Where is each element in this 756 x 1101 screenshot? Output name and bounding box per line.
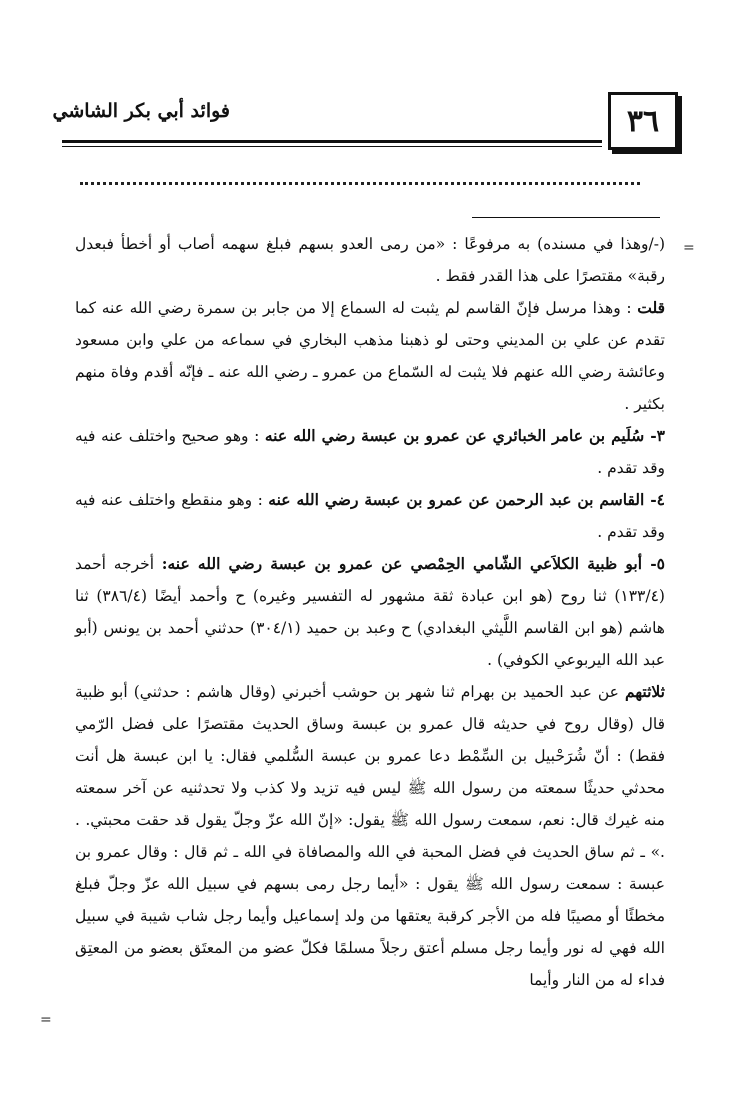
paragraph-item-5 — [75, 548, 665, 676]
margin-mark-top: = — [683, 240, 695, 256]
body-text — [75, 228, 665, 996]
paragraph-text: : وهو صحيح واختلف عنه فيه وقد تقدم . — [75, 427, 665, 477]
header-rule — [62, 140, 602, 143]
paragraph-lead: ثلاثتهم — [624, 682, 665, 701]
paragraph-item-4 — [75, 484, 665, 548]
page-number: ٣٦ — [608, 92, 678, 150]
running-header-title: فوائد أبي بكر الشاشي — [52, 100, 230, 122]
dotted-separator — [80, 182, 640, 185]
paragraph-text: : وهذا مرسل فإنّ القاسم لم يثبت له السماع إلا من جابر بن سمرة رضي الله عنه كما تقدم عن علي بن المديني وحتى لو ذهبنا مذهب البخاري في سماعه من علي وابن مسعود وعائشة رضي الله عنهم فلا يثبت له السّماع من عمرو ـ رضي الله عنه ـ فإنّه أقدم وفاة منهم بكثير . — [75, 299, 665, 413]
paragraph-text: : وهو منقطع واختلف عنه فيه وقد تقدم . — [75, 491, 665, 541]
paragraph-hadith — [75, 676, 665, 996]
paragraph-text: (-/وهذا في مسنده) به مرفوعًا : «من رمى العدو بسهم فبلغ سهمه أصاب أو أخطأ فبعدل رقبة» مقتصرًا على هذا القدر فقط . — [75, 235, 665, 285]
margin-mark-bottom: = — [40, 1012, 52, 1028]
header-rule-thin — [62, 146, 602, 147]
paragraph-lead: ٣- سُلَيم بن عامر الخبائري عن عمرو بن عبسة رضي الله عنه — [264, 426, 665, 445]
paragraph-lead: قلت — [637, 298, 665, 317]
paragraph-qult — [75, 292, 665, 420]
paragraph-footnote-continuation — [75, 228, 665, 292]
paragraph-item-3 — [75, 420, 665, 484]
footnote-rule — [472, 217, 660, 218]
paragraph-lead: ٥- أبو ظبية الكلاَعي الشّامي الحِمْصي عن عمرو بن عبسة رضي الله عنه: — [161, 554, 665, 573]
paragraph-lead: ٤- القاسم بن عبد الرحمن عن عمرو بن عبسة رضي الله عنه — [268, 490, 665, 509]
paragraph-text: أخرجه أحمد (١٣٣/٤) ثنا روح (هو ابن عبادة ثقة مشهور له التفسير وغيره) ح وأحمد أيضًا (٣٨٦/٤) ثنا هاشم (هو ابن القاسم اللَّيثي البغدادي) ح وعبد بن حميد (٣٠٤/١) حدثني أحمد بن يونس (أبو عبد الله اليربوعي الكوفي) . — [75, 555, 665, 669]
paragraph-text: عن عبد الحميد بن بهرام ثنا شهر بن حوشب أخبرني (وقال هاشم : حدثني) أبو ظبية قال (وقال روح في حديثه قال عمرو بن عبسة وساق الحديث مقتصرًا على فضل الرّمي فقط) : أنّ شُرَحْبيل بن السِّمْط دعا عمرو بن عبسة السُّلمي فقال: يا ابن عبسة هل أنت محدثي حديثًا سمعته من رسول الله ﷺ ليس فيه تزيد ولا كذب ولا تحدثنيه عن آخر سمعته منه غيرك قال: نعم، سمعت رسول الله ﷺ يقول: «إنّ الله عزّ وجلّ يقول قد حقت محبتي. . .» ـ ثم ساق الحديث في فضل المحبة في الله والمصافاة في الله ـ ثم قال : وقال عمرو بن عبسة : سمعت رسول الله ﷺ يقول : «أيما رجل رمى بسهم في سبيل الله عزّ وجلّ فبلغ مخطئًا أو مصيبًا فله من الأجر كرقبة يعتقها من ولد إسماعيل وأيما رجل شاب شيبة في سبيل الله فهي له نور وأيما رجل مسلم أعتق رجلاً مسلمًا فكلّ عضو من المعتَق بعضو من المعتِق فداء له من النار وأيما — [75, 683, 665, 989]
